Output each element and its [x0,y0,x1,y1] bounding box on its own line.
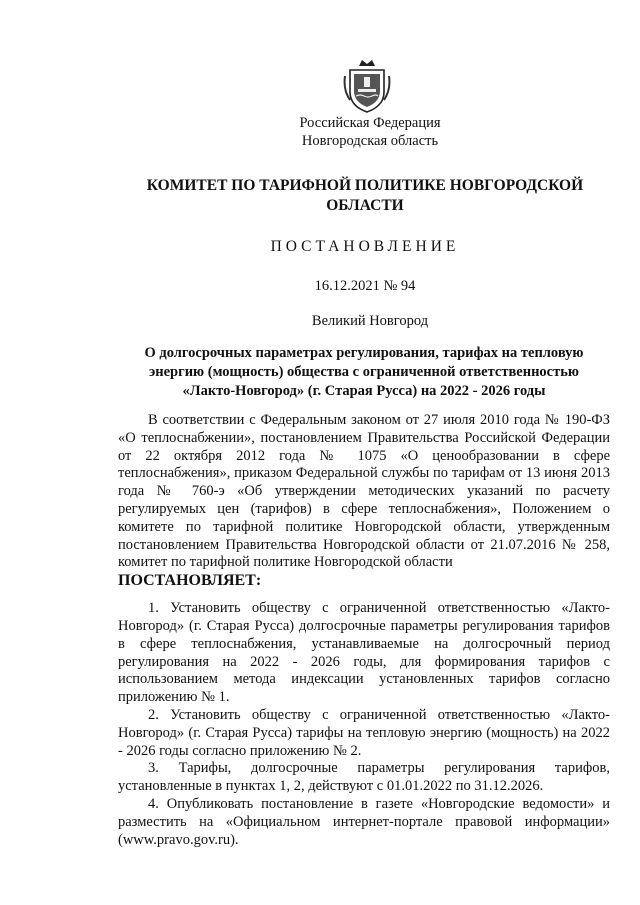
preamble: В соответствии с Федеральным законом от 27 июля 2010 года № 190-ФЗ «О теплоснабжении», постановлением Правительства Российской Федерации от 22 октября 2012 года № 1075 «О ценообразовании в сфере теплоснабжения», приказом Федеральной службы по тарифам от 13 июня 2013 года № 760-э «Об утверждении методических указаний по расчету регулируемых цен (тарифов) в сфере теплоснабжения», Положением о комитете по тарифной политике Новгородской области, утвержденным постановлением Правительства Новгородской области от 21.07.2016 № 258, комитет по тарифной политике Новгородской области [118,412,610,571]
committee-line-2: ОБЛАСТИ [326,197,404,214]
document-title [118,344,610,401]
committee-line-1: КОМИТЕТ ПО ТАРИФНОЙ ПОЛИТИКЕ НОВГОРОДСКОЙ [146,177,584,194]
country-name: Российская Федерация [299,115,441,131]
document-city: Великий Новгород [311,313,429,329]
resolution-item-4: 4. Опубликовать постановление в газете «Новгородские ведомости» и разместить на «Официальном интернет-портале правовой информации» (www.pravo.gov.ru). [118,795,610,848]
resolution-item-2: 2. Установить обществу с ограниченной ответственностью «Лакто-Новгород» (г. Старая Русса) тарифы на тепловую энергию (мощность) на 2022 - 2026 годы согласно приложению № 2. [118,706,610,759]
document-body [118,412,610,849]
resolution-item-1: 1. Установить обществу с ограниченной ответственностью «Лакто-Новгород» (г. Старая Русса) долгосрочные параметры регулирования тарифов в сфере теплоснабжения, устанавливаемые на долгосрочный период регулирования на 2022 - 2026 годы, для формирования тарифов с использованием метода индексации установленных тарифов согласно приложению № 1. [118,600,610,706]
resolution-item-3: 3. Тарифы, долгосрочные параметры регулирования тарифов, установленные в пунктах 1, 2, действуют с 01.01.2022 по 31.12.2026. [118,760,610,795]
resolution-items [118,600,610,849]
title-line-3: «Лакто-Новгород» (г. Старая Русса) на 2022 - 2026 годы [182,383,546,399]
document-date-number: 16.12.2021 № 94 [314,278,416,294]
region-name: Новгородская область [301,133,439,149]
title-line-2: энергию (мощность) общества с ограниченной ответственностью [149,364,579,380]
novgorod-coat-of-arms-icon [342,56,392,114]
title-line-1: О долгосрочных параметрах регулирования, тарифах на тепловую [144,345,584,361]
document-type: ПОСТАНОВЛЕНИЕ [270,238,460,255]
committee-name [100,176,630,216]
resolves-heading: ПОСТАНОВЛЯЕТ: [118,572,262,590]
